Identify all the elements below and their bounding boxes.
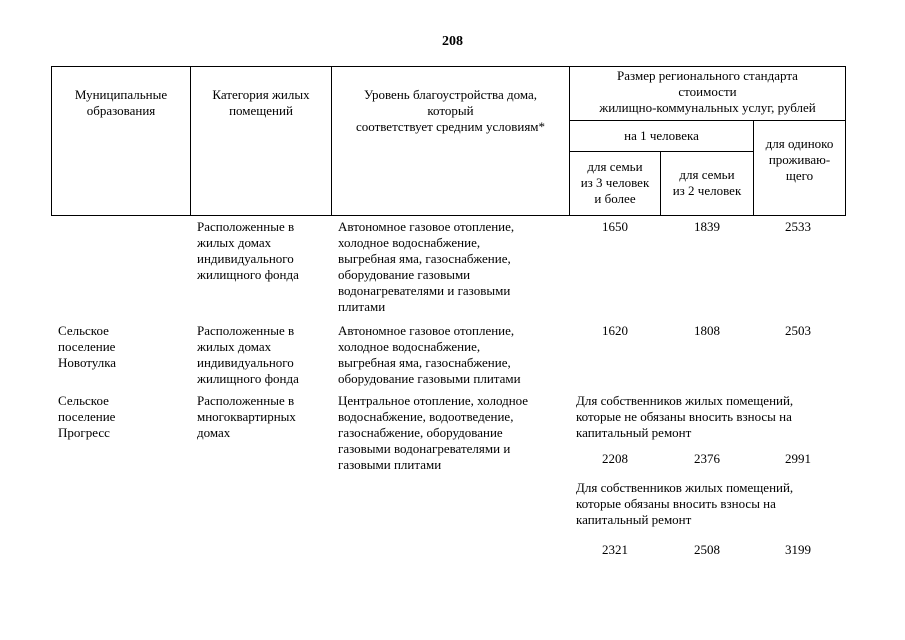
row2-value-single: 2503 bbox=[785, 323, 811, 338]
row1-level: Автономное газовое отопление, холодное водоснабжение, выгребная яма, газоснабжение, оборудование газовыми водонагревателями и газовыми плитами bbox=[338, 219, 515, 314]
row1-value-single: 2533 bbox=[785, 219, 811, 234]
row2-municipality: Сельское поселение Новотулка bbox=[58, 323, 117, 370]
row2-value-family3: 1620 bbox=[602, 323, 628, 338]
row3-note-no-capital-repair: Для собственников жилых помещений, которые не обязаны вносить взносы на капитальный ремонт bbox=[576, 393, 794, 440]
row2-category: Расположенные в жилых домах индивидуального жилищного фонда bbox=[197, 323, 299, 386]
header-family2: для семьи из 2 человек bbox=[672, 167, 742, 198]
row1-value-family2: 1839 bbox=[694, 219, 720, 234]
header-category: Категория жилых помещений bbox=[212, 87, 310, 118]
row3-category: Расположенные в многоквартирных домах bbox=[197, 393, 296, 440]
row3-note1-value-family2: 2376 bbox=[694, 451, 720, 466]
header-per-person: на 1 человека bbox=[624, 128, 699, 143]
header-municipality: Муниципальные образования bbox=[74, 87, 168, 118]
header-level: Уровень благоустройства дома, который соответствует средним условиям* bbox=[355, 87, 546, 134]
row3-note1-value-family3: 2208 bbox=[602, 451, 628, 466]
row3-note2-value-family3: 2321 bbox=[602, 542, 628, 557]
header-single: для одиноко проживаю- щего bbox=[765, 136, 834, 183]
header-family3: для семьи из 3 человек и более bbox=[580, 159, 650, 206]
row1-category: Расположенные в жилых домах индивидуального жилищного фонда bbox=[197, 219, 299, 282]
row2-level: Автономное газовое отопление, холодное водоснабжение, выгребная яма, газоснабжение, оборудование газовыми плитами bbox=[338, 323, 521, 386]
row3-note-capital-repair: Для собственников жилых помещений, которые обязаны вносить взносы на капитальный ремонт bbox=[576, 480, 794, 527]
row3-note1-value-single: 2991 bbox=[785, 451, 811, 466]
row3-note2-value-single: 3199 bbox=[785, 542, 811, 557]
row3-note2-value-family2: 2508 bbox=[694, 542, 720, 557]
page-number: 208 bbox=[442, 34, 463, 49]
header-standard-size: Размер регионального стандарта стоимости жилищно-коммунальных услуг, рублей bbox=[599, 68, 816, 115]
row3-level: Центральное отопление, холодное водоснабжение, водоотведение, газоснабжение, оборудование газовыми водонагревателями и газовыми плитами bbox=[338, 393, 529, 472]
row2-value-family2: 1808 bbox=[694, 323, 720, 338]
row1-value-family3: 1650 bbox=[602, 219, 628, 234]
row3-municipality: Сельское поселение Прогресс bbox=[58, 393, 116, 440]
